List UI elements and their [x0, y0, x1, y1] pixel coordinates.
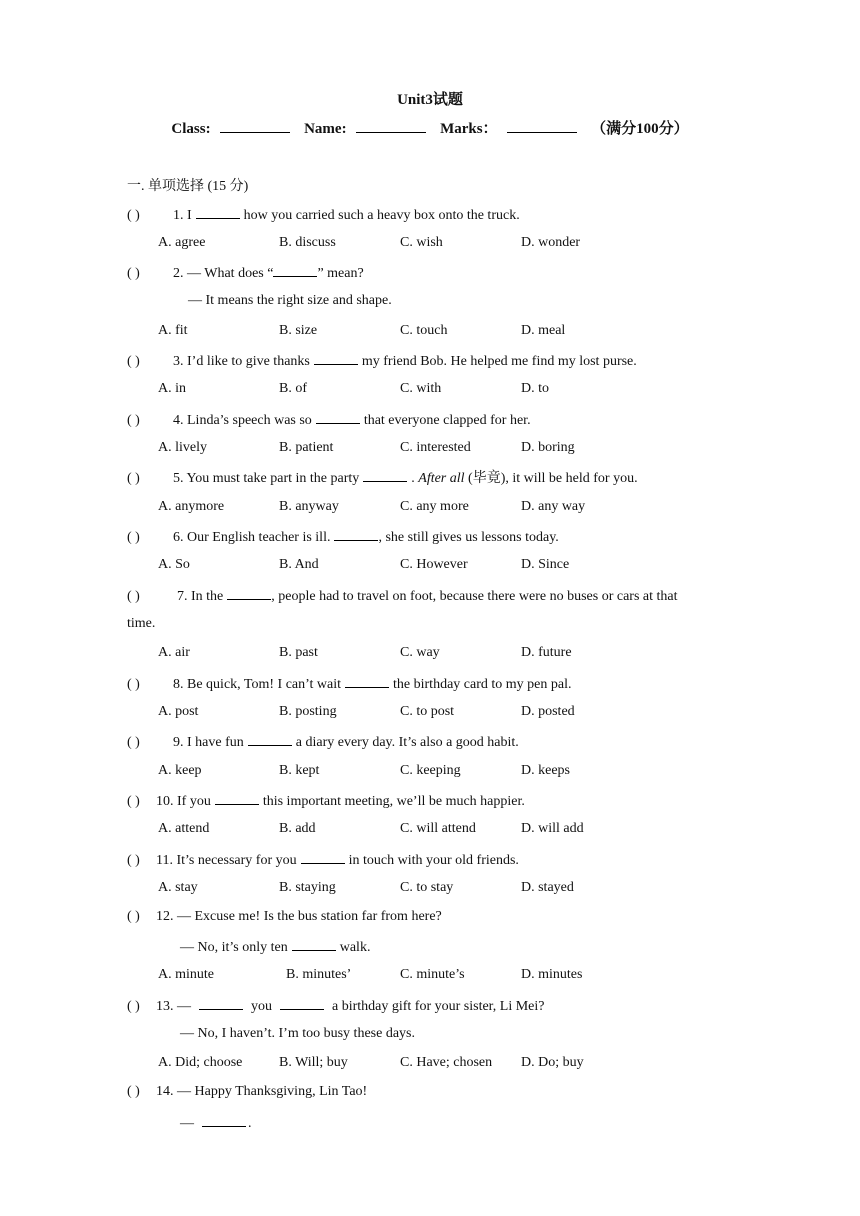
option-c: C. with	[400, 381, 442, 396]
option-d: D. Do; buy	[521, 1055, 584, 1070]
answer-blank	[292, 937, 336, 951]
question-text-after: the birthday card to my pen pal.	[393, 677, 572, 692]
option-c: C. interested	[400, 440, 471, 455]
option-b: B. posting	[279, 704, 337, 719]
option-a: A. air	[158, 645, 190, 660]
question-text-after: (毕竟), it will be held for you.	[468, 471, 638, 486]
option-a: A. agree	[158, 235, 206, 250]
response-text-after: .	[248, 1116, 252, 1131]
option-d: D. any way	[521, 499, 586, 514]
question-text: 9. I have fun	[173, 735, 244, 750]
question-2-response: — It means the right size and shape.	[188, 293, 392, 308]
marks-label: Marks：	[440, 121, 498, 137]
option-a: A. in	[158, 381, 186, 396]
class-blank[interactable]	[220, 118, 290, 133]
question-text-after: my friend Bob. He helped me find my lost purse.	[361, 354, 637, 369]
response-text: —	[180, 1116, 194, 1131]
question-text: 1. I	[173, 208, 192, 223]
question-6	[127, 527, 559, 547]
answer-paren[interactable]: ( )	[127, 677, 140, 692]
answer-paren[interactable]: ( )	[127, 589, 140, 604]
option-b: B. size	[279, 323, 318, 338]
question-7-continued: time.	[127, 616, 156, 631]
question-text-after: ” mean?	[317, 266, 364, 281]
question-text: 8. Be quick, Tom! I can’t wait	[173, 677, 342, 692]
question-12-response	[180, 937, 370, 957]
option-c: C. Have; chosen	[400, 1055, 493, 1070]
answer-blank-2	[280, 996, 324, 1010]
option-d: D. to	[521, 381, 549, 396]
answer-paren[interactable]: ( )	[127, 999, 140, 1014]
option-c: C. to stay	[400, 880, 454, 895]
answer-blank	[215, 791, 259, 805]
question-text: 12. — Excuse me! Is the bus station far from here?	[156, 909, 442, 924]
option-d: D. posted	[521, 704, 575, 719]
option-d: D. wonder	[521, 235, 581, 250]
answer-paren[interactable]: ( )	[127, 853, 140, 868]
class-label: Class:	[171, 121, 211, 137]
question-text: 14. — Happy Thanksgiving, Lin Tao!	[156, 1084, 368, 1099]
question-text-after: , she still gives us lessons today.	[378, 530, 559, 545]
name-label: Name:	[304, 121, 347, 137]
question-12	[127, 908, 442, 926]
option-d: D. meal	[521, 323, 566, 338]
question-text-after: that everyone clapped for her.	[363, 413, 531, 428]
option-b: B. patient	[279, 440, 334, 455]
answer-blank	[227, 586, 271, 600]
answer-paren[interactable]: ( )	[127, 909, 140, 924]
option-c: C. keeping	[400, 763, 461, 778]
option-c: C. to post	[400, 704, 455, 719]
answer-blank	[273, 263, 317, 277]
option-a: A. attend	[158, 821, 210, 836]
answer-blank	[363, 468, 407, 482]
option-a: A. fit	[158, 323, 188, 338]
question-14-response	[180, 1113, 252, 1133]
question-text-after: this important meeting, we’ll be much happier.	[262, 794, 525, 809]
question-7	[127, 586, 678, 606]
answer-blank	[248, 732, 292, 746]
option-c: C. However	[400, 557, 468, 572]
option-a: A. Did; choose	[158, 1055, 243, 1070]
option-d: D. keeps	[521, 763, 570, 778]
answer-paren[interactable]: ( )	[127, 530, 140, 545]
answer-blank	[196, 205, 240, 219]
option-b: B. And	[279, 557, 319, 572]
name-blank[interactable]	[356, 118, 426, 133]
student-info-line	[0, 117, 860, 138]
option-a: A. lively	[158, 440, 207, 455]
option-a: A. post	[158, 704, 199, 719]
answer-blank	[202, 1113, 246, 1127]
question-13-response: — No, I haven’t. I’m too busy these days.	[180, 1026, 415, 1041]
question-text: 11. It’s necessary for you	[156, 853, 297, 868]
question-text: 10. If you	[156, 794, 211, 809]
answer-blank	[334, 527, 378, 541]
response-text-after: walk.	[339, 940, 371, 955]
option-b: B. minutes’	[286, 967, 352, 982]
answer-blank	[301, 850, 345, 864]
option-a: A. keep	[158, 763, 202, 778]
question-text: 13. —	[156, 999, 191, 1014]
question-3	[127, 351, 637, 371]
answer-paren[interactable]: ( )	[127, 354, 140, 369]
question-5: ( ) 5. You must take part in the party . After all (毕竟), it will be held for you.	[127, 468, 638, 488]
question-10	[127, 791, 525, 811]
option-d: D. future	[521, 645, 572, 660]
answer-blank-1	[199, 996, 243, 1010]
question-11	[127, 850, 519, 870]
question-9	[127, 732, 519, 752]
answer-paren[interactable]: ( )	[127, 413, 140, 428]
option-b: B. add	[279, 821, 316, 836]
option-a: A. So	[158, 557, 190, 572]
response-text: — No, it’s only ten	[180, 940, 288, 955]
question-1	[127, 205, 520, 225]
question-text-after: in touch with your old friends.	[348, 853, 519, 868]
full-score-note: （满分100分）	[591, 121, 689, 137]
option-c: C. way	[400, 645, 440, 660]
answer-paren[interactable]: ( )	[127, 1084, 140, 1099]
question-text-after: a diary every day. It’s also a good habit.	[295, 735, 519, 750]
answer-blank	[314, 351, 358, 365]
option-b: B. past	[279, 645, 318, 660]
italic-phrase: After all	[418, 471, 465, 486]
question-4	[127, 410, 531, 430]
option-b: B. anyway	[279, 499, 339, 514]
option-b: B. discuss	[279, 235, 336, 250]
question-13	[127, 996, 545, 1016]
option-b: B. staying	[279, 880, 336, 895]
option-c: C. will attend	[400, 821, 476, 836]
answer-paren[interactable]: ( )	[127, 266, 140, 281]
option-c: C. any more	[400, 499, 469, 514]
option-c: C. minute’s	[400, 967, 465, 982]
question-text: 7. In the	[177, 589, 224, 604]
question-text: 2. — What does “	[173, 266, 274, 281]
answer-paren[interactable]: ( )	[127, 208, 140, 223]
question-2	[127, 263, 364, 283]
question-8	[127, 674, 571, 694]
question-text-mid: you	[251, 999, 272, 1014]
question-text: 4. Linda’s speech was so	[173, 413, 312, 428]
answer-paren[interactable]: ( )	[127, 735, 140, 750]
option-a: A. anymore	[158, 499, 225, 514]
answer-paren[interactable]: ( )	[127, 794, 140, 809]
answer-blank	[345, 674, 389, 688]
option-b: B. of	[279, 381, 307, 396]
question-text: 3. I’d like to give thanks	[173, 354, 310, 369]
option-b: B. kept	[279, 763, 320, 778]
option-d: D. will add	[521, 821, 584, 836]
option-c: C. wish	[400, 235, 443, 250]
option-d: D. boring	[521, 440, 575, 455]
option-d: D. stayed	[521, 880, 574, 895]
question-text: 6. Our English teacher is ill.	[173, 530, 331, 545]
option-d: D. Since	[521, 557, 570, 572]
section-heading: 一. 单项选择 (15 分)	[127, 179, 249, 194]
marks-blank[interactable]	[507, 118, 577, 133]
question-text-after: a birthday gift for your sister, Li Mei?	[332, 999, 545, 1014]
question-text-after: how you carried such a heavy box onto the truck.	[243, 208, 520, 223]
answer-blank	[316, 410, 360, 424]
answer-paren[interactable]: ( )	[127, 471, 140, 486]
option-d: D. minutes	[521, 967, 583, 982]
option-a: A. stay	[158, 880, 198, 895]
question-text-after: , people had to travel on foot, because there were no buses or cars at that	[271, 589, 678, 604]
option-c: C. touch	[400, 323, 448, 338]
question-text: 5. You must take part in the party	[173, 471, 360, 486]
option-b: B. Will; buy	[279, 1055, 348, 1070]
question-14	[127, 1083, 367, 1101]
page-title: Unit3试题	[397, 92, 463, 108]
option-a: A. minute	[158, 967, 214, 982]
